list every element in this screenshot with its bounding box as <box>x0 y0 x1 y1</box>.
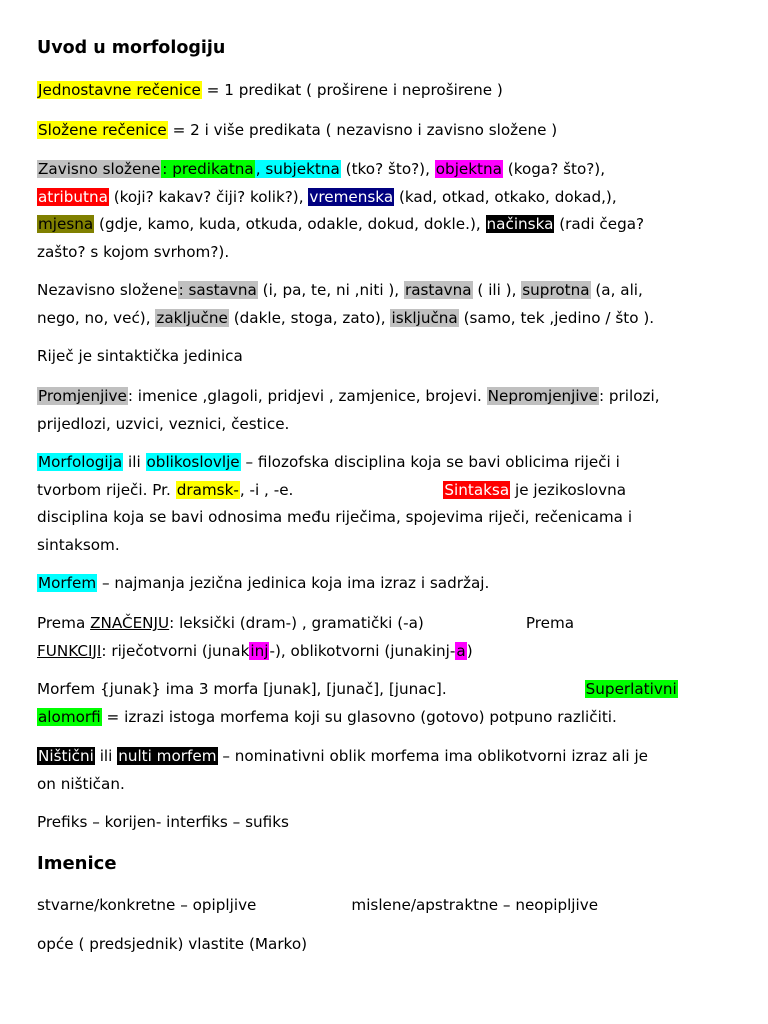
line <box>37 610 574 638</box>
line <box>37 305 654 333</box>
text: : prilozi, <box>598 387 660 405</box>
highlight-term: a <box>456 641 466 660</box>
highlight-term: Nepromjenjive <box>487 387 598 405</box>
section-heading-nouns: Imenice <box>37 853 117 874</box>
text: , -i , -e. <box>239 480 294 499</box>
text: (kad, otkad, otkako, dokad,), <box>394 187 617 206</box>
line <box>37 184 644 212</box>
highlight-term: suprotna <box>522 281 590 299</box>
text: (a, ali, <box>590 281 643 299</box>
highlight-term: vremenska <box>309 187 394 206</box>
line <box>37 383 660 411</box>
paragraph-simple-sentences <box>37 77 503 105</box>
highlight-term: načinska <box>486 215 554 233</box>
line <box>37 704 678 732</box>
text: je jezikoslovna <box>510 480 627 499</box>
highlight-term: zaključne <box>156 308 228 327</box>
text: (samo, tek ,jedino / što ). <box>458 308 655 327</box>
line: zašto? s kojom svrhom?). <box>37 242 230 261</box>
text: (radi čega? <box>554 215 645 233</box>
line <box>37 211 644 239</box>
text: (tko? što?), <box>340 160 435 178</box>
text: Prema <box>37 614 91 632</box>
text: Morfem {junak} ima 3 morfa [junak], [junač], [junac]. <box>37 680 447 698</box>
line <box>37 638 574 666</box>
paragraph-noun-types <box>37 892 598 920</box>
text: ili <box>123 453 146 471</box>
paragraph-word-structure: Prefiks – korijen- interfiks – sufiks <box>37 813 289 831</box>
highlight-term: inj <box>250 641 269 660</box>
paragraph-morpheme <box>37 570 489 598</box>
text: (koji? kakav? čiji? kolik?), <box>108 187 309 206</box>
page-title: Uvod u morfologiju <box>37 38 226 58</box>
text: = 1 predikat ( proširene i neproširene ) <box>201 81 503 99</box>
paragraph-complex-sentences <box>37 117 557 145</box>
text: -), oblikotvorni (junakinj- <box>269 641 456 660</box>
highlight-term: Morfem <box>38 574 97 592</box>
highlight-term: , subjektna <box>255 160 340 178</box>
paragraph-null-morpheme <box>37 743 648 798</box>
highlight-term: Složene rečenice <box>38 121 167 139</box>
line <box>37 449 632 477</box>
highlight-term: Promjenjive <box>38 387 127 405</box>
highlight-term: dramsk- <box>176 480 239 499</box>
line <box>37 743 648 771</box>
text: (koga? što?), <box>502 160 606 178</box>
highlight-term: isključna <box>391 308 458 327</box>
underlined-term: ZNAČENJU <box>90 614 170 632</box>
line <box>37 156 644 184</box>
highlight-term: oblikoslovlje <box>146 453 240 471</box>
highlight-term: Ništični <box>38 747 94 765</box>
highlight-term: : sastavna <box>178 281 257 299</box>
text: stvarne/konkretne – opipljive <box>37 896 257 914</box>
text: ( ili ), <box>472 281 522 299</box>
line <box>37 477 632 505</box>
text: Prema <box>525 614 575 632</box>
text: (i, pa, te, ni ,niti ), <box>257 281 404 299</box>
highlight-term: rastavna <box>404 281 472 299</box>
text: – filozofska disciplina koja se bavi oblicima riječi i <box>240 453 620 471</box>
highlight-term: Morfologija <box>38 453 123 471</box>
highlight-term: Sintaksa <box>444 480 510 499</box>
text: nego, no, već), <box>37 308 156 327</box>
line: sintaksom. <box>37 535 120 554</box>
highlight-term: objektna <box>435 160 502 178</box>
highlight-term: Jednostavne rečenice <box>38 81 201 99</box>
paragraph-allomorphs <box>37 676 678 731</box>
text: – nominativni oblik morfema ima oblikotvorni izraz ali je <box>217 747 649 765</box>
text: mislene/apstraktne – neopipljive <box>351 896 599 914</box>
line: prijedlozi, uzvici, veznici, čestice. <box>37 414 290 433</box>
highlight-term: mjesna <box>38 215 94 233</box>
highlight-term: Superlativni <box>585 680 677 698</box>
paragraph-common-proper: opće ( predsjednik) vlastite (Marko) <box>37 935 308 953</box>
paragraph-meaning-function <box>37 610 574 665</box>
highlight-term: nulti morfem <box>118 747 217 765</box>
paragraph-word-unit: Riječ je sintaktička jedinica <box>37 347 243 365</box>
text: = izrazi istoga morfema koji su glasovno (gotovo) potpuno različiti. <box>101 707 617 726</box>
highlight-term: Zavisno složene <box>38 160 161 178</box>
text: : leksički (dram-) , gramatički (-a) <box>169 614 424 632</box>
paragraph-independent-clauses <box>37 277 654 332</box>
text: Nezavisno složene <box>37 281 178 299</box>
text: ) <box>466 641 473 660</box>
text: = 2 i više predikata ( nezavisno i zavisno složene ) <box>167 121 558 139</box>
highlight-term: atributna <box>38 187 108 206</box>
text: : riječotvorni (junak <box>101 641 250 660</box>
underlined-term: FUNKCIJI <box>37 641 102 660</box>
text: : imenice ,glagoli, pridjevi , zamjenice, brojevi. <box>127 387 487 405</box>
highlight-term: alomorfi <box>38 707 101 726</box>
text: (dakle, stoga, zato), <box>228 308 391 327</box>
paragraph-morphology <box>37 449 632 559</box>
text: tvorbom riječi. Pr. <box>37 480 176 499</box>
line <box>37 277 654 305</box>
highlight-term: : predikatna <box>162 160 254 178</box>
text: ili <box>94 747 118 765</box>
line: disciplina koja se bavi odnosima među riječima, spojevima riječi, rečenicama i <box>37 508 633 526</box>
text: (gdje, kamo, kuda, otkuda, odakle, dokud, dokle.), <box>94 215 486 233</box>
line <box>37 676 678 704</box>
line: on ništičan. <box>37 774 125 793</box>
paragraph-dependent-clauses <box>37 156 644 266</box>
paragraph-word-types <box>37 383 660 438</box>
text: – najmanja jezična jedinica koja ima izraz i sadržaj. <box>97 574 490 592</box>
